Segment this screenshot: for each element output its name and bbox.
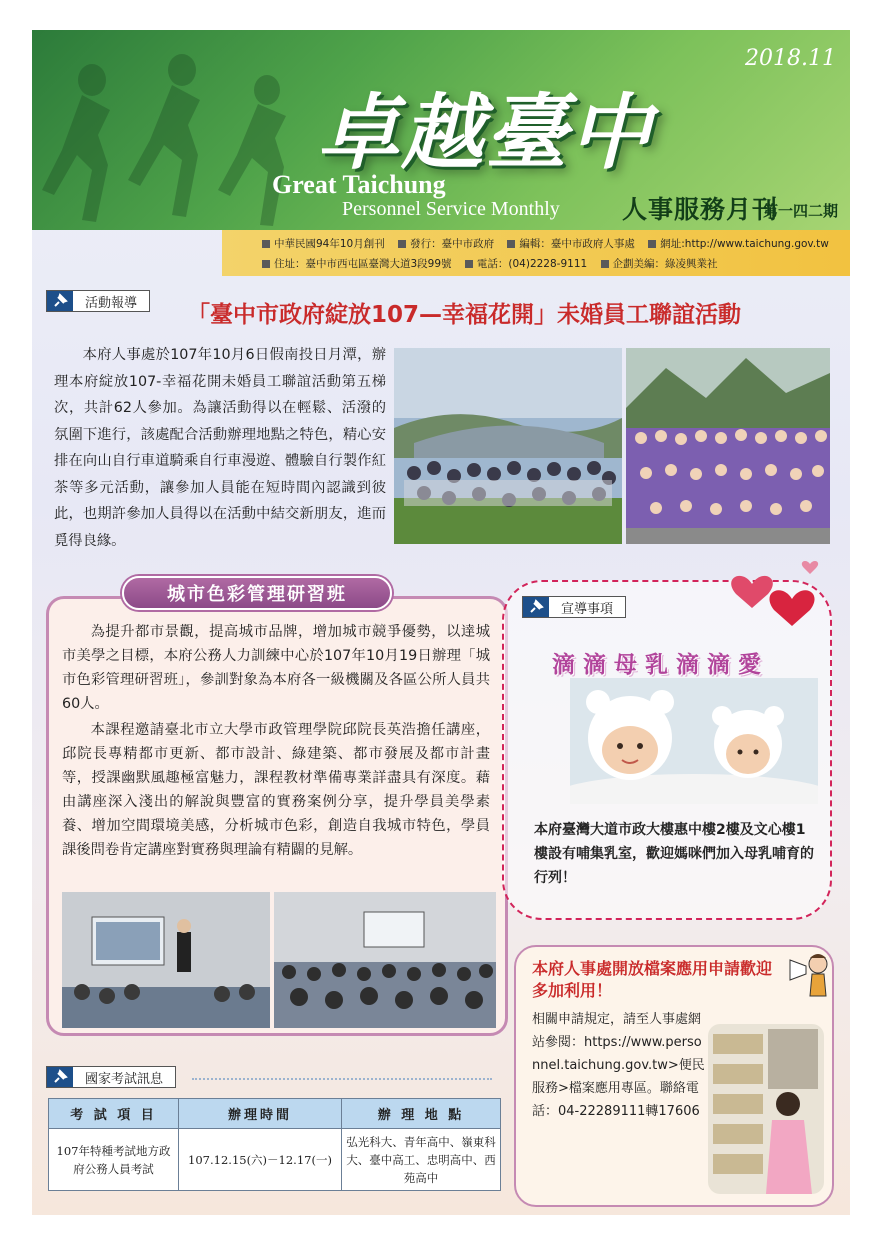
color-class-banner: 城市色彩管理研習班 <box>122 576 392 610</box>
square-bullet-icon <box>465 260 473 268</box>
pushpin-icon <box>47 1067 73 1087</box>
lecture-photo-speaker <box>62 892 270 1028</box>
square-bullet-icon <box>507 240 515 248</box>
archive-text: 相關申請規定，請至人事處網站參閱：https://www.personnel.taichung.gov.tw>便民服務>檔案應用專區。聯絡電話：04-22289111轉17606 <box>532 1012 705 1119</box>
english-subtitle: Personnel Service Monthly <box>342 198 560 220</box>
lecture-photo-audience <box>274 892 496 1028</box>
newsletter-title: 卓越臺中 <box>317 86 653 181</box>
exam-table-header-row <box>49 1099 501 1129</box>
pushpin-icon <box>47 291 73 311</box>
archive-title: 本府人事處開放檔案應用申請歡迎多加利用！ <box>532 959 773 1000</box>
masthead <box>32 30 850 230</box>
issue-date: 2018.11 <box>745 46 836 71</box>
exam-column-header: 辦 理 地 點 <box>342 1099 501 1129</box>
founded-text: 中華民國94年10月創刊 <box>274 238 385 250</box>
promotion-tag <box>522 596 626 618</box>
color-class-paragraph-1: 為提升都市景觀，提高城市品牌，增加城市競爭優勢，以達城市美學之目標，本府公務人力訓練中心於107年10月19日辦理「城市色彩管理研習班」，參訓對象為本府各一級機關及各區公所人員共60人。 <box>62 624 490 712</box>
exam-place-cell: 弘光科大、青年高中、嶺東科大、臺中高工、忠明高中、西苑高中 <box>342 1129 501 1191</box>
activity-report-tag <box>46 290 150 312</box>
group-photo-aprons <box>626 348 830 544</box>
tag-label: 國家考試訊息 <box>85 1071 164 1087</box>
dotted-divider <box>192 1078 492 1080</box>
archive-shelf-photo <box>708 1024 824 1194</box>
design-text: 企劃美編：綠凌興業社 <box>612 258 718 270</box>
publisher-text: 發行：臺中市政府 <box>410 238 495 250</box>
breastfeeding-text: 本府臺灣大道市政大樓惠中樓2樓及文心樓1樓設有哺集乳室，歡迎媽咪們加入母乳哺育的行列！ <box>534 822 814 886</box>
color-class-paragraph-2: 本課程邀請臺北市立大學市政管理學院邱院長英浩擔任講座，邱院長專精都市更新、都市設計、綠建築、都市發展及都市計畫等，授課幽默風趣極富魅力，課程教材準備專業詳盡具有深度。藉由講座深入淺出的解說與豐富的實務案例分享，提升學員美學素養、增加空間環境美感，分析城市色彩，創造自我城市特色，學員課後問卷肯定講座對實務與理論有精闢的見解。 <box>62 722 490 858</box>
publication-info-bar <box>222 230 850 276</box>
babies-photo <box>570 678 818 804</box>
exam-table <box>48 1098 501 1191</box>
breastfeeding-title: 滴滴母乳滴滴愛 <box>552 652 769 678</box>
exam-time-cell: 107.12.15(六)－12.17(一) <box>179 1129 342 1191</box>
square-bullet-icon <box>262 260 270 268</box>
phone-text: 電話：(04)2228-9111 <box>476 258 588 270</box>
square-bullet-icon <box>262 240 270 248</box>
article1-body: 本府人事處於107年10月6日假南投日月潭，辦理本府綻放107-幸福花開未婚員工聯誼活動第五梯次，共計62人參加。為讓活動得以在輕鬆、活潑的氛圍下進行，該處配合活動辦理地點之特色，精心安排在向山自行車道騎乘自行車漫遊、體驗自行製作紅茶等多元活動，讓參加人員能在短時間內認識到彼此，也期許參加人員得以在活動中結交新朋友，進而覓得良緣。 <box>54 347 386 549</box>
english-title: Great Taichung <box>272 170 446 199</box>
article1-headline: 「臺中市政府綻放107—幸福花開」未婚員工聯誼活動 <box>187 302 742 328</box>
table-row <box>49 1129 501 1191</box>
megaphone-person-icon <box>788 950 832 1002</box>
exam-info-tag <box>46 1066 176 1088</box>
square-bullet-icon <box>648 240 656 248</box>
square-bullet-icon <box>601 260 609 268</box>
website-text[interactable]: 網址:http://www.taichung.gov.tw <box>660 238 829 250</box>
address-text: 住址：臺中市西屯區臺灣大道3段99號 <box>274 258 452 270</box>
exam-column-header: 考 試 項 目 <box>49 1099 179 1129</box>
group-photo-lake <box>394 348 622 544</box>
exam-column-header: 辦理時間 <box>179 1099 342 1129</box>
tag-label: 活動報導 <box>85 295 138 311</box>
square-bullet-icon <box>398 240 406 248</box>
hearts-icon <box>722 554 832 634</box>
color-class-body <box>62 620 490 864</box>
tag-label: 宣導事項 <box>561 601 614 617</box>
exam-item-cell: 107年特種考試地方政府公務人員考試 <box>49 1129 179 1191</box>
editor-text: 編輯：臺中市政府人事處 <box>519 238 635 250</box>
issue-number: 第一四二期 <box>763 202 839 220</box>
pushpin-icon <box>523 597 549 617</box>
chinese-subtitle: 人事服務月刊 <box>622 195 779 224</box>
runners-illustration <box>32 40 332 230</box>
newsletter-page <box>32 30 850 1215</box>
